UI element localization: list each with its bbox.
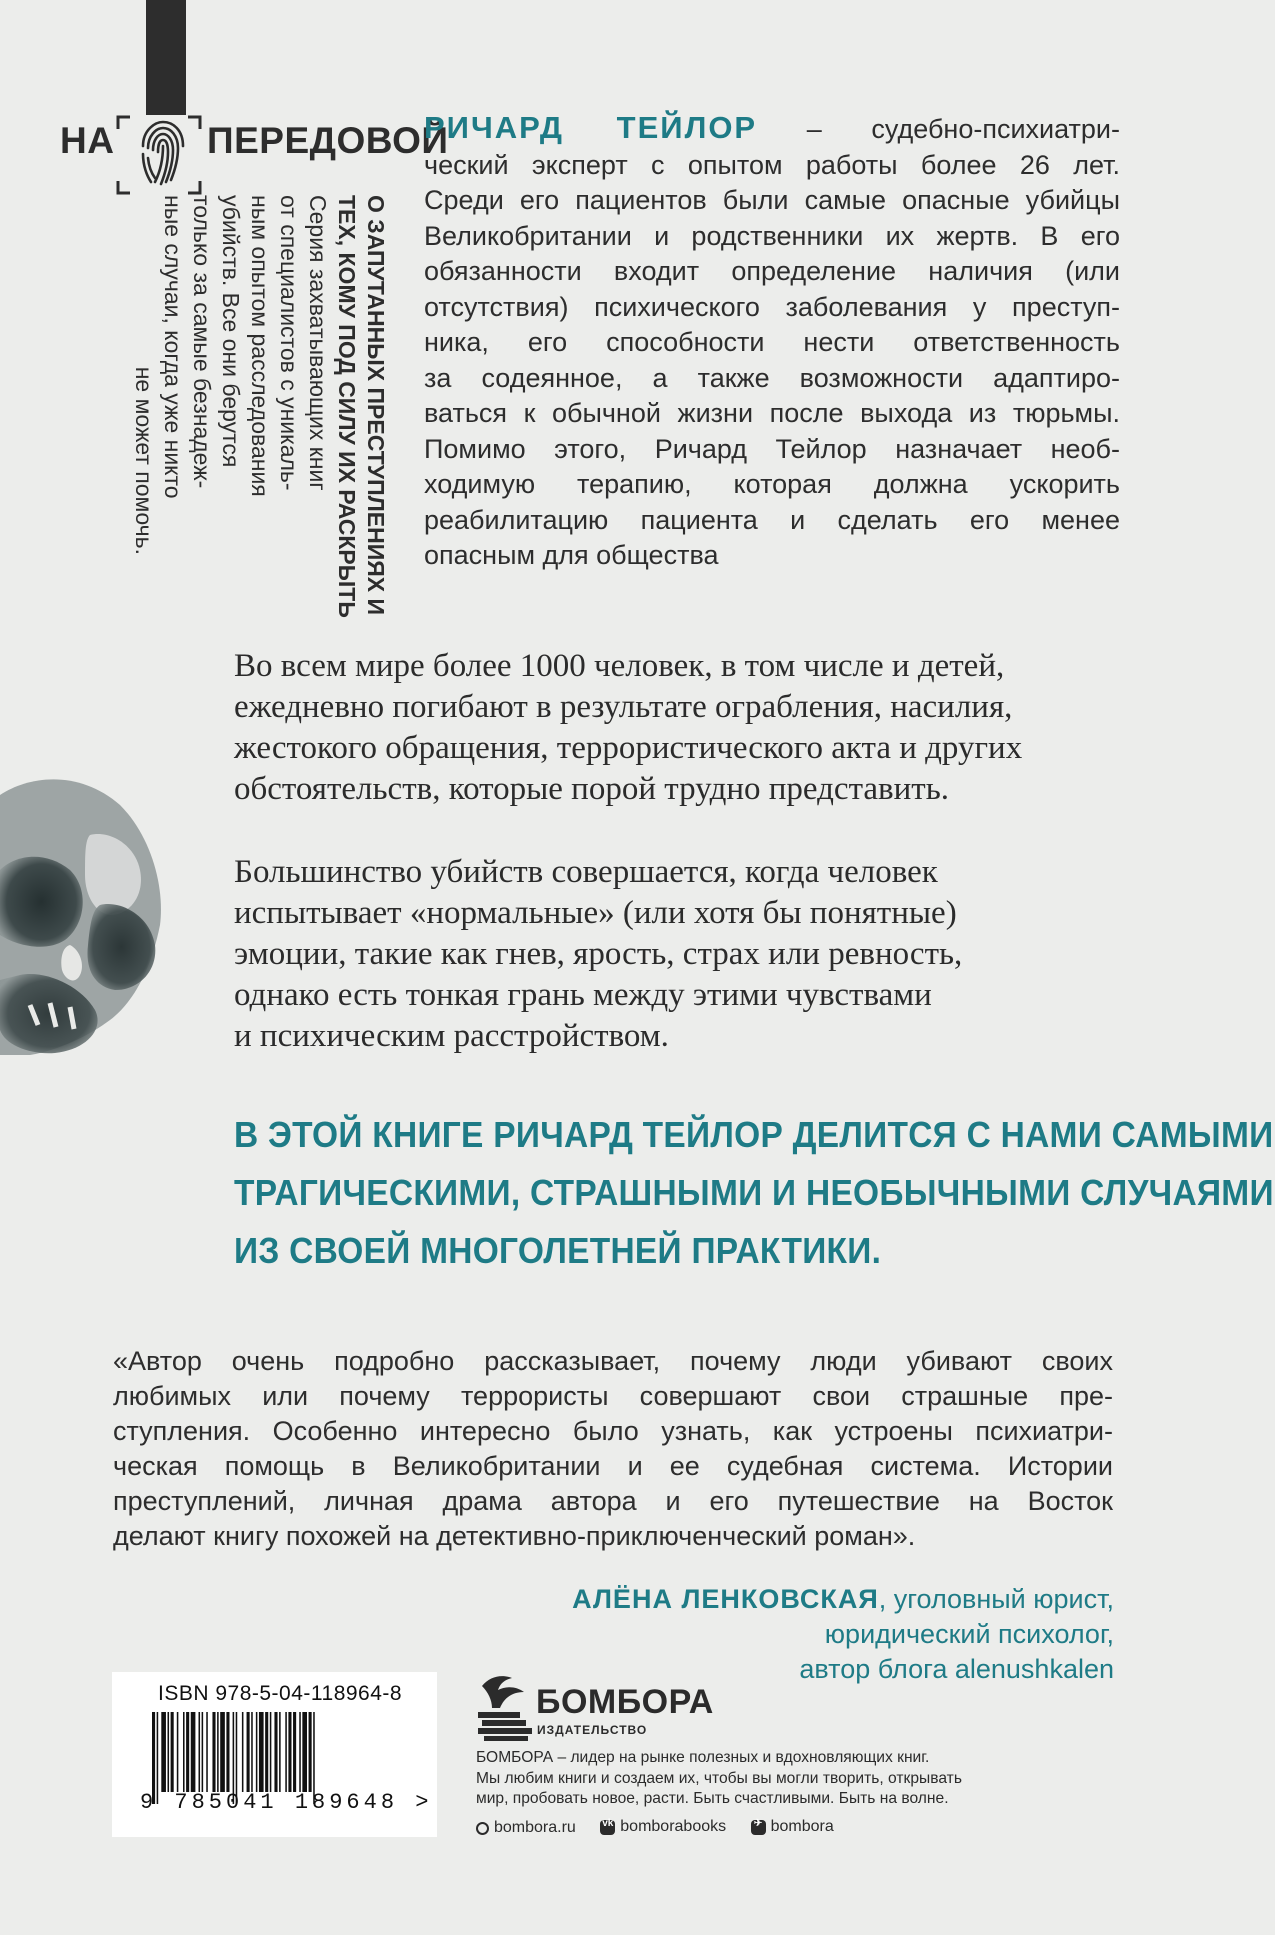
vk-link[interactable] — [600, 1818, 726, 1836]
barcode-bar — [202, 1712, 204, 1792]
bio-line: отсутствия) психического заболевания у преступ- — [424, 291, 1120, 322]
second-paragraph — [234, 852, 1114, 1057]
barcode-bar — [177, 1712, 179, 1792]
link-label: bomborabooks — [620, 1818, 727, 1835]
headline-line: ТРАГИЧЕСКИМИ, СТРАШНЫМИ И НЕОБЫЧНЫМИ СЛУЧАЯМИ — [234, 1172, 1274, 1213]
bio-line: ника, его способности нести ответственность — [424, 327, 1120, 357]
quotee-name: АЛЁНА ЛЕНКОВСКАЯ — [572, 1584, 879, 1614]
barcode-bar — [274, 1712, 277, 1792]
headline-line: В ЭТОЙ КНИГЕ РИЧАРД ТЕЙЛОР ДЕЛИТСЯ С НАМИ САМЫМИ — [234, 1114, 1274, 1155]
logo-left-word: НА — [60, 120, 115, 161]
barcode-bar — [251, 1712, 253, 1792]
paragraph-line: Большинство убийств совершается, когда человек — [234, 854, 938, 890]
series-text-line: ные случаи, когда уже никто — [160, 195, 186, 499]
bio-line: ваться к обычной жизни после выхода из тюрьмы. — [424, 398, 1120, 428]
barcode-bar — [309, 1712, 312, 1792]
fingerprint-icon — [135, 116, 191, 190]
paragraph-line: ежедневно погибают в результате ограбления, насилия, — [234, 689, 1013, 725]
bio-line: ходимую терапию, которая должна ускорить — [424, 469, 1120, 499]
barcode-bar — [279, 1712, 281, 1792]
paragraph-line: Во всем мире более 1000 человек, в том числе и детей, — [234, 648, 1005, 684]
vk-icon: vk — [600, 1820, 615, 1835]
barcode-bar — [183, 1712, 185, 1792]
isbn-label: ISBN 978-5-04-118964-8 — [158, 1682, 403, 1705]
bio-line: – судебно-психиатри- — [757, 114, 1120, 144]
barcode-bar — [259, 1712, 264, 1792]
barcode-bar — [247, 1712, 250, 1792]
barcode-bar — [171, 1712, 174, 1792]
series-description — [129, 195, 390, 618]
quotee-role: автор блога alenushkalen — [799, 1654, 1114, 1684]
series-text-line: не может помочь. — [131, 366, 157, 555]
bio-line: обязанности входит определение наличия (или — [424, 256, 1120, 286]
bio-line: Помимо этого, Ричард Тейлор назначает необ- — [424, 433, 1120, 464]
skull-illustration — [0, 775, 175, 1055]
barcode-bar — [288, 1712, 291, 1792]
intro-paragraph — [234, 646, 1114, 810]
paragraph-line: однако есть тонкая грань между этими чувствами — [234, 977, 932, 1013]
paragraph-line: и психическим расстройством. — [234, 1018, 669, 1054]
barcode-bar — [226, 1712, 229, 1792]
logo-bar — [146, 0, 186, 115]
quote-attribution — [440, 1582, 1114, 1687]
barcode-bar — [220, 1712, 225, 1792]
barcode-bar — [217, 1712, 219, 1792]
telegram-link[interactable] — [751, 1818, 834, 1836]
publisher-description — [476, 1748, 1036, 1810]
paragraph-line: испытывает «нормальные» (или хотя бы понятные) — [234, 895, 957, 931]
barcode-bar — [285, 1712, 287, 1792]
quote-line: делают книгу похожей на детективно-приключенческий роман». — [113, 1521, 916, 1551]
barcode-bar — [168, 1712, 170, 1792]
bio-line: ческий эксперт с опытом работы более 26 лет. — [424, 149, 1120, 180]
publisher-desc-line: мир, пробовать новое, расти. Быть счастливыми. Быть на волне. — [476, 1790, 949, 1807]
link-label: bombora — [770, 1818, 834, 1835]
barcode-bar — [212, 1712, 215, 1792]
quote-line: ческая помощь в Великобритании и ее судебная система. Истории — [113, 1451, 1113, 1481]
barcode-bar — [242, 1712, 244, 1792]
series-text-line: от специалистов с уникаль- — [276, 195, 302, 491]
review-quote — [113, 1344, 1113, 1554]
series-text-line: убийств. Все они берутся — [218, 195, 244, 468]
quote-line: преступлений, личная драма автора и его путешествие на Восток — [113, 1486, 1113, 1516]
paragraph-line: жестокого обращения, террористического акта и других — [234, 730, 1023, 766]
quote-line: любимых или почему террористы совершают свои страшные пре- — [113, 1381, 1113, 1411]
series-tagline: ТЕХ, КОМУ ПОД СИЛУ ИХ РАСКРЫТЬ — [334, 195, 360, 618]
barcode-bar — [256, 1712, 258, 1792]
link-label: bombora.ru — [494, 1819, 576, 1836]
barcode-bar — [265, 1712, 268, 1792]
teal-headline — [234, 1106, 1274, 1280]
publisher-desc-line: БОМБОРА – лидер на рынке полезных и вдохновляющих книг. — [476, 1749, 930, 1766]
barcode-bar — [186, 1712, 189, 1792]
globe-icon — [476, 1822, 489, 1835]
quote-line: «Автор очень подробно рассказывает, почему люди убивают своих — [113, 1346, 1113, 1376]
bio-line: Среди его пациентов были самые опасные убийцы — [424, 185, 1120, 215]
bio-line: Великобритании и родственники их жертв. В его — [424, 220, 1120, 251]
series-text-line: ным опытом расследования — [247, 195, 273, 497]
bio-line: опасным для общества — [424, 540, 719, 570]
tg-icon: ✈ — [751, 1820, 766, 1835]
barcode-bar — [299, 1712, 301, 1792]
website-link[interactable] — [476, 1819, 576, 1837]
barcode-bar — [191, 1712, 196, 1792]
quotee-role: , уголовный юрист, — [878, 1584, 1114, 1614]
barcode-bar — [161, 1712, 166, 1792]
author-bio — [424, 110, 1120, 574]
publisher-desc-line: Мы любим книги и создаем их, чтобы вы могли творить, открывать — [476, 1769, 962, 1787]
barcode-bar — [199, 1712, 201, 1792]
paragraph-line: эмоции, такие как гнев, ярость, страх или ревность, — [234, 936, 963, 972]
publisher-subtitle: ИЗДАТЕЛЬСТВО — [537, 1723, 648, 1737]
logo-right-word: ПЕРЕДОВОЙ — [207, 120, 449, 161]
publisher-links — [476, 1818, 854, 1840]
bio-line: реабилитацию пациента и сделать его менее — [424, 504, 1120, 535]
author-name: РИЧАРД ТЕЙЛОР — [424, 110, 758, 145]
bio-line: за содеянное, а также возможности адаптиро- — [424, 362, 1120, 393]
bombora-logo-icon — [476, 1672, 534, 1742]
series-tagline: О ЗАПУТАННЫХ ПРЕСТУПЛЕНИЯХ И — [363, 195, 389, 616]
quotee-role: юридический психолог, — [824, 1619, 1114, 1649]
headline-line: ИЗ СВОЕЙ МНОГОЛЕТНЕЙ ПРАКТИКИ. — [234, 1230, 882, 1271]
publisher-name: БОМБОРА — [536, 1683, 714, 1721]
barcode-bar — [270, 1712, 272, 1792]
quote-line: ступления. Особенно интересно было узнать, как устроены психиатри- — [113, 1416, 1113, 1446]
series-text-line: Серия захватывающих книг — [305, 195, 331, 491]
paragraph-line: обстоятельств, которые порой трудно представить. — [234, 771, 950, 807]
series-text-line: только за самые безнадеж- — [189, 195, 215, 489]
barcode-bar — [206, 1712, 208, 1792]
barcode-bar — [302, 1712, 307, 1792]
barcode-bar — [293, 1712, 296, 1792]
barcode-digits: 9 785041 189648 > — [140, 1790, 433, 1815]
